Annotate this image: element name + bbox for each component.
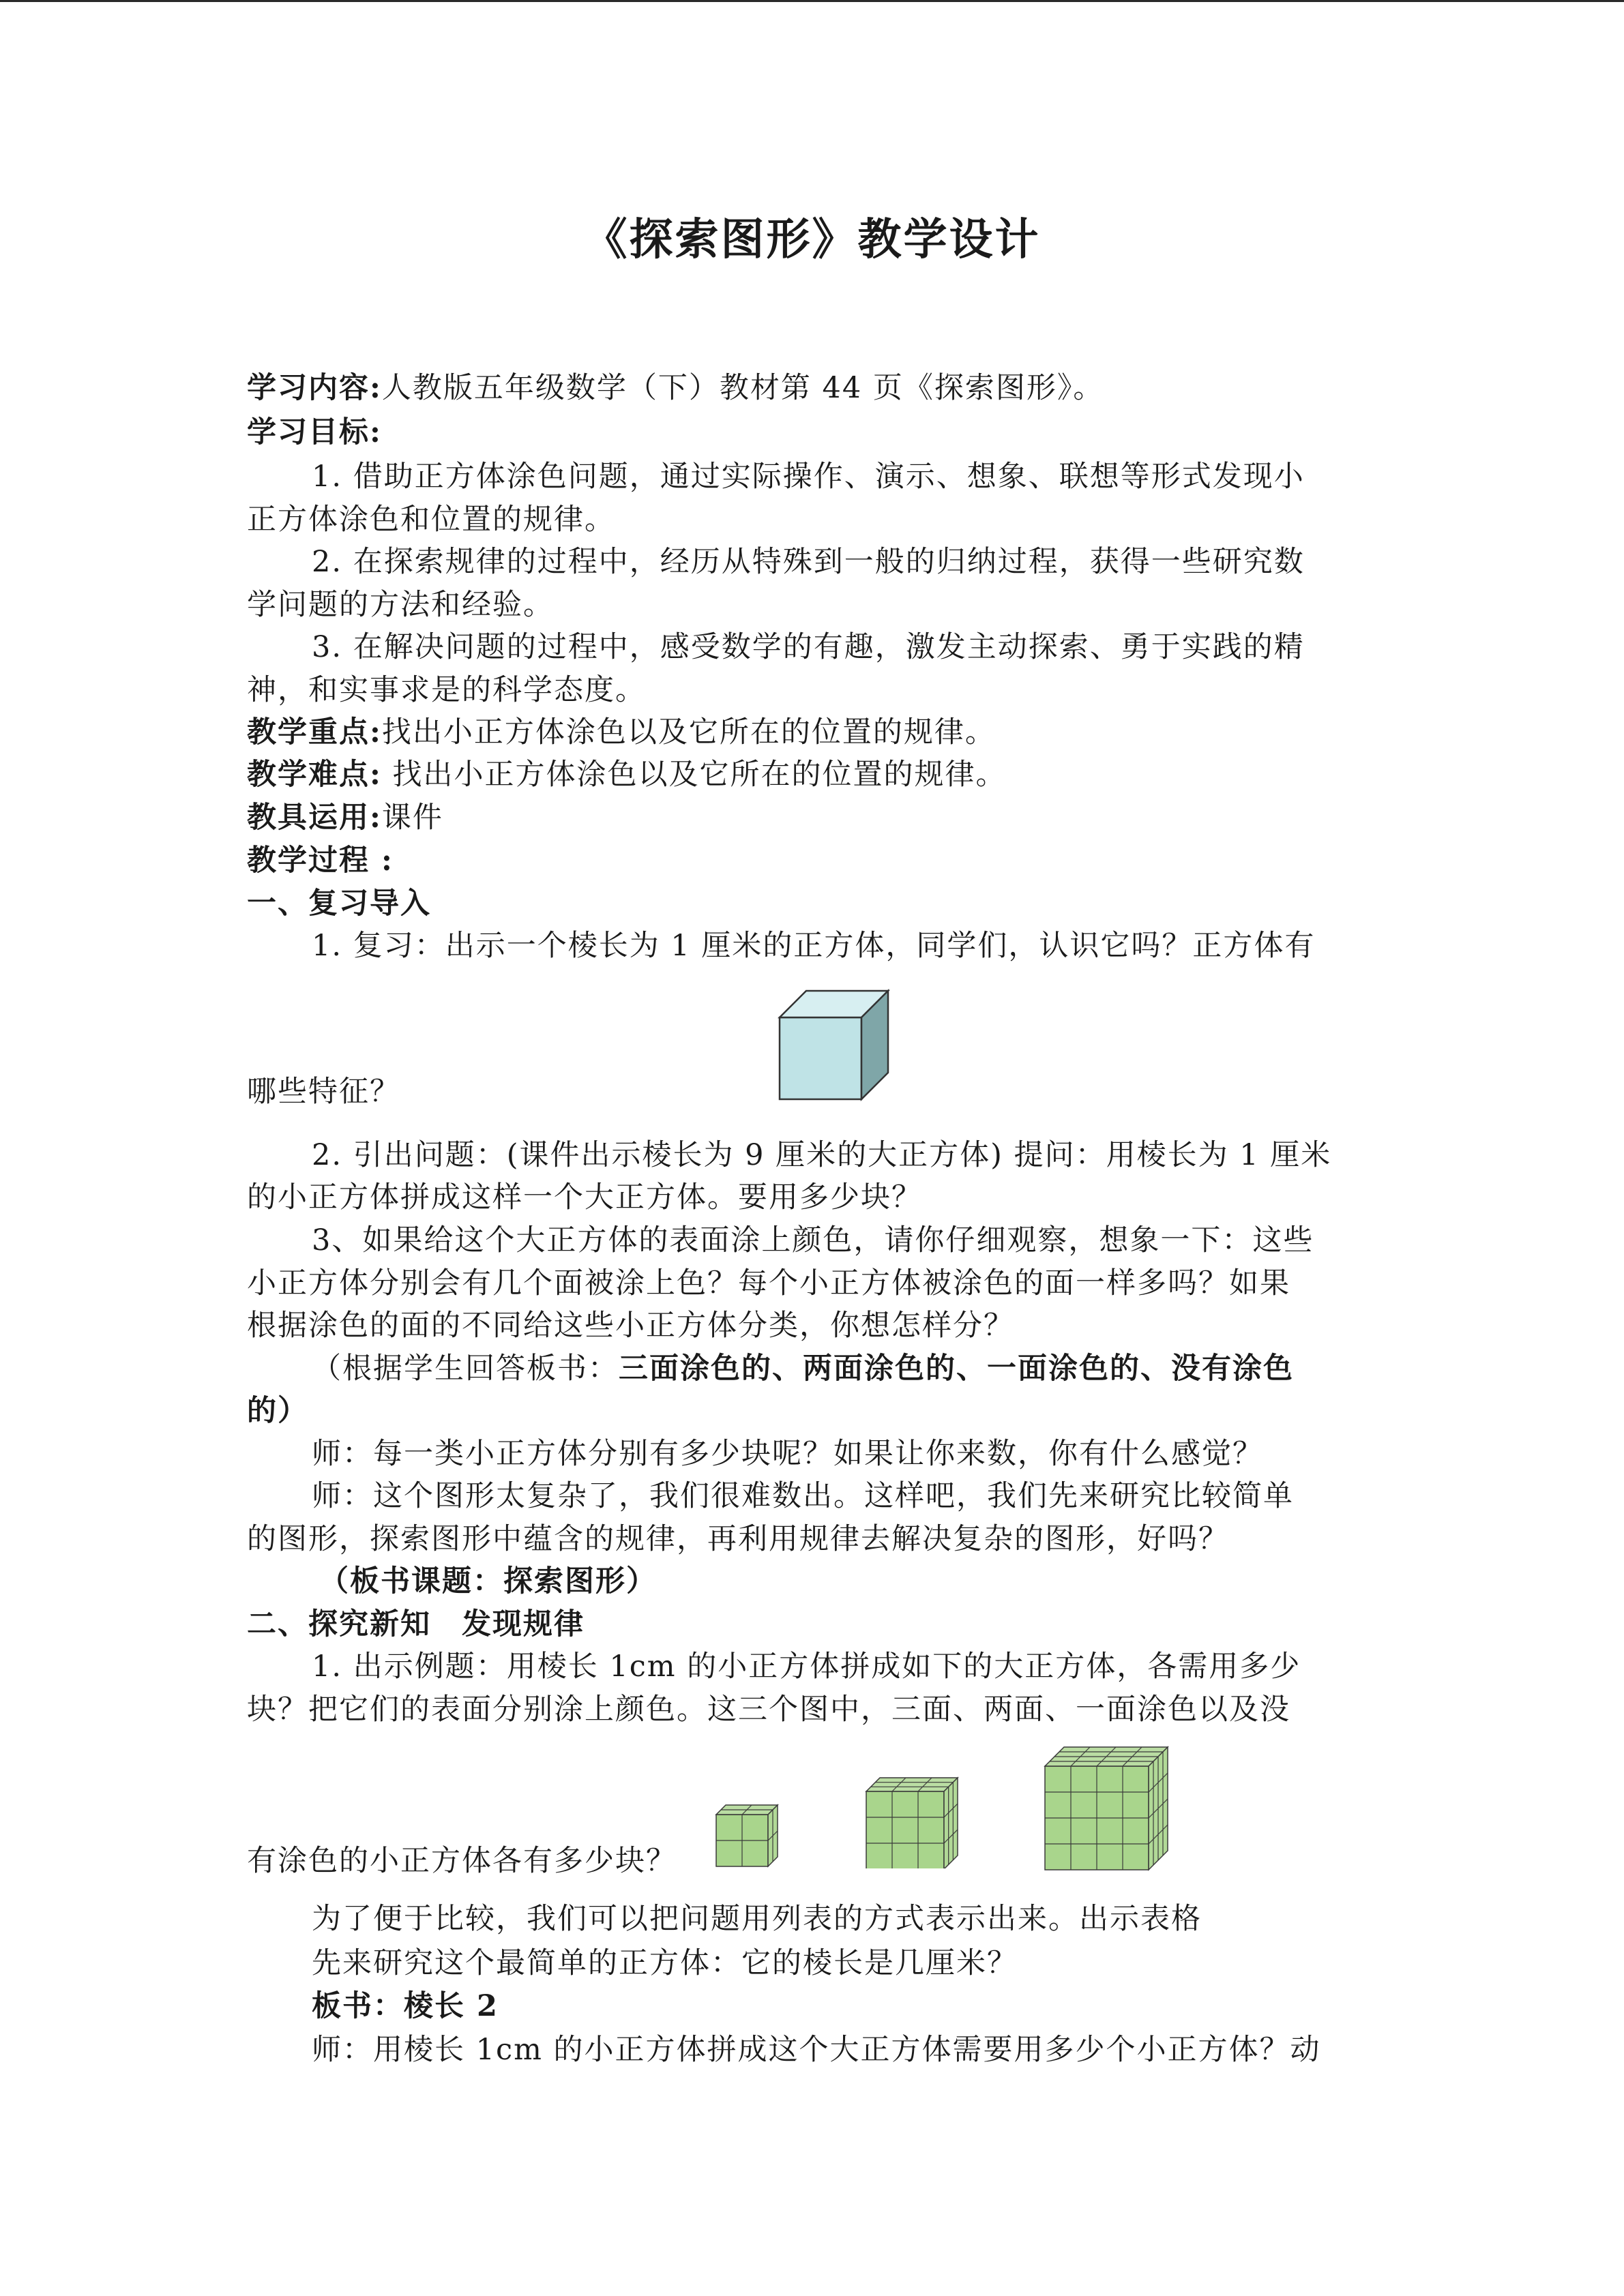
section-2-p5: 师：用棱长 1cm 的小正方体拼成这个大正方体需要用多少个小正方体？动 — [312, 2033, 1321, 2067]
section-1-heading: 一、复习导入 — [247, 886, 431, 921]
section-1-p4-a — [312, 1349, 1437, 1388]
section-1-p7: （板书课题：探索图形） — [319, 1564, 657, 1598]
objective-1-line-b: 正方体涂色和位置的规律。 — [247, 503, 615, 537]
objective-1-line-a: 1. 借助正方体涂色问题，通过实际操作、演示、想象、联想等形式发现小 — [312, 460, 1305, 494]
section-1-p6-b: 的图形，探索图形中蕴含的规律，再利用规律去解决复杂的图形，好吗？ — [247, 1522, 1229, 1556]
section-1-p5: 师：每一类小正方体分别有多少块呢？如果让你来数，你有什么感觉？ — [312, 1437, 1263, 1471]
objective-2-line-b: 学问题的方法和经验。 — [247, 588, 554, 622]
learning-content-label: 学习内容: — [247, 371, 382, 405]
section-1-p1-a: 1. 复习：出示一个棱长为 1 厘米的正方体，同学们，认识它吗？正方体有 — [312, 929, 1316, 963]
section-2-p4: 板书：棱长 2 — [312, 1989, 499, 2023]
section-1-p6-a: 师：这个图形太复杂了，我们很难数出。这样吧，我们先来研究比较简单 — [312, 1479, 1294, 1513]
section-1-p3-a: 3、如果给这个大正方体的表面涂上颜色，请你仔细观察，想象一下：这些 — [312, 1223, 1314, 1257]
section-2-p1-c: 有涂色的小正方体各有多少块？ — [247, 1844, 677, 1878]
section-2-p2: 为了便于比较，我们可以把问题用列表的方式表示出来。出示表格 — [312, 1902, 1202, 1936]
section-2-p1-a: 1. 出示例题：用棱长 1cm 的小正方体拼成如下的大正方体，各需用多少 — [312, 1650, 1301, 1684]
difficulty-label: 教学难点: — [247, 758, 382, 792]
section-1-p1-b: 哪些特征？ — [247, 1075, 400, 1109]
tools-line — [247, 798, 1372, 837]
section-2-p3: 先来研究这个最简单的正方体：它的棱长是几厘米？ — [312, 1946, 1018, 1980]
section-1-p3-b: 小正方体分别会有几个面被涂上色？每个小正方体被涂色的面一样多吗？如果 — [247, 1266, 1290, 1300]
section-1-p3-c: 根据涂色的面的不同给这些小正方体分类，你想怎样分？ — [247, 1309, 1014, 1343]
tools-label: 教具运用: — [247, 801, 382, 835]
objective-3-line-a: 3. 在解决问题的过程中，感受数学的有趣，激发主动探索、勇于实践的精 — [312, 630, 1305, 664]
tools-text: 课件 — [381, 801, 443, 835]
objectives-label: 学习目标: — [247, 415, 382, 449]
objective-3-line-b: 神，和实事求是的科学态度。 — [247, 673, 646, 707]
page-top-border — [0, 0, 1624, 2]
process-label: 教学过程 : — [247, 844, 394, 878]
section-2-p1-b: 块？把它们的表面分别涂上颜色。这三个图中，三面、两面、一面涂色以及没 — [247, 1693, 1290, 1727]
difficulty-text: 找出小正方体涂色以及它所在的位置的规律。 — [381, 758, 1007, 792]
section-1-p2-b: 的小正方体拼成这样一个大正方体。要用多少块？ — [247, 1180, 922, 1214]
key-point-line — [247, 713, 1372, 752]
board-note-prefix: （根据学生回答板书： — [312, 1352, 619, 1386]
key-point-label: 教学重点: — [247, 715, 382, 749]
learning-content-text: 人教版五年级数学（下）教材第 44 页《探索图形》。 — [381, 371, 1104, 405]
section-2-heading: 二、探究新知 发现规律 — [247, 1607, 585, 1641]
learning-content-line — [247, 368, 1372, 408]
difficulty-line — [247, 755, 1372, 794]
page-title: 《探索图形》教学设计 — [583, 214, 1041, 265]
objective-2-line-a: 2. 在探索规律的过程中，经历从特殊到一般的归纳过程，获得一些研究数 — [312, 545, 1305, 579]
key-point-text: 找出小正方体涂色以及它所在的位置的规律。 — [381, 715, 996, 749]
grid-cube-top-face — [866, 1778, 958, 1791]
section-1-p4-b: 的） — [247, 1394, 308, 1428]
section-1-p2-a: 2. 引出问题：(课件出示棱长为 9 厘米的大正方体) 提问：用棱长为 1 厘米 — [312, 1138, 1332, 1172]
board-note-categories: 三面涂色的、两面涂色的、一面涂色的、没有涂色 — [619, 1352, 1294, 1386]
